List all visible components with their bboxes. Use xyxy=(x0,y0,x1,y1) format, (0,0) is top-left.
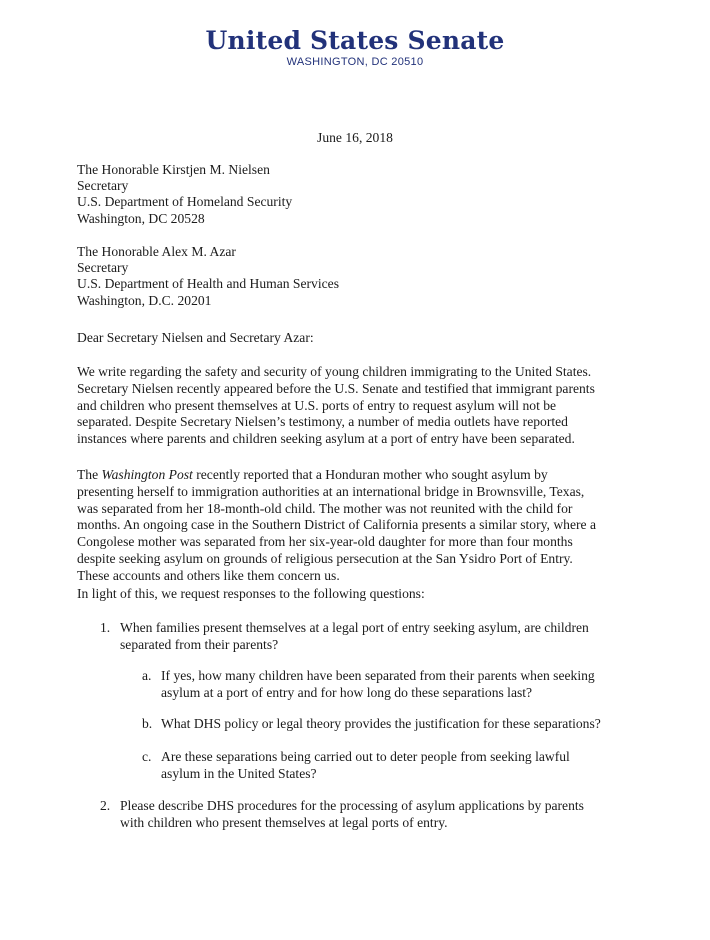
subquestion-letter: c. xyxy=(142,749,152,764)
question-line: asylum in the United States? xyxy=(161,765,317,781)
letterhead xyxy=(0,26,710,68)
paragraph-line xyxy=(77,467,637,484)
recipient-line: U.S. Department of Health and Human Services xyxy=(77,276,339,292)
publication-name: Washington Post xyxy=(101,467,193,482)
question-number: 1. xyxy=(100,620,111,635)
question-2 xyxy=(120,798,584,832)
recipient-line: Secretary xyxy=(77,260,129,276)
question-line: If yes, how many children have been separated from their parents when seeking xyxy=(161,668,595,683)
subquestion-1a xyxy=(161,668,595,702)
paragraph-line: separated. Despite Secretary Nielsen’s testimony, a number of media outlets have reported xyxy=(77,414,568,430)
paragraph-line: We write regarding the safety and security of young children immigrating to the United States. xyxy=(77,364,592,379)
paragraph-1 xyxy=(77,364,637,448)
letter-date: June 16, 2018 xyxy=(317,130,393,145)
question-line: with children who present themselves at legal ports of entry. xyxy=(120,814,448,830)
subquestion-1c xyxy=(161,749,570,783)
recipient-line: Washington, DC 20528 xyxy=(77,210,205,226)
salutation: Dear Secretary Nielsen and Secretary Azar: xyxy=(77,330,314,345)
question-line: Are these separations being carried out to deter people from seeking lawful xyxy=(161,749,570,764)
paragraph-line: Secretary Nielsen recently appeared before the U.S. Senate and testified that immigrant parents xyxy=(77,380,595,396)
paragraph-2 xyxy=(77,467,637,585)
subquestion-letter: a. xyxy=(142,668,152,683)
paragraph-line: instances where parents and children seeking asylum at a port of entry have been separated. xyxy=(77,431,575,447)
recipient-nielsen xyxy=(77,162,292,227)
paragraph-line: These accounts and others like them concern us. xyxy=(77,567,340,583)
paragraph-line: Congolese mother was separated from her six-year-old daughter for more than four months xyxy=(77,534,573,550)
recipient-line: Washington, D.C. 20201 xyxy=(77,292,212,308)
question-line: asylum at a port of entry and for how long do these separations last? xyxy=(161,684,533,700)
question-line: What DHS policy or legal theory provides the justification for these separations? xyxy=(161,716,601,731)
subquestion-1b xyxy=(161,716,601,733)
question-line: When families present themselves at a legal port of entry seeking asylum, are children xyxy=(120,620,589,635)
recipient-line: The Honorable Alex M. Azar xyxy=(77,244,236,259)
subquestion-letter: b. xyxy=(142,716,153,731)
paragraph-text: recently reported that a Honduran mother who sought asylum by xyxy=(192,467,548,482)
question-line: separated from their parents? xyxy=(120,636,279,652)
question-1 xyxy=(120,620,589,654)
paragraph-text: The xyxy=(77,467,102,482)
senate-title: United States Senate xyxy=(205,26,505,55)
recipient-line: U.S. Department of Homeland Security xyxy=(77,194,293,210)
question-number: 2. xyxy=(100,798,111,813)
paragraph-line: was separated from her 18-month-old child. The mother was not reunited with the child for xyxy=(77,500,573,516)
senate-address: WASHINGTON, DC 20510 xyxy=(286,56,424,68)
paragraph-line: months. An ongoing case in the Southern District of California presents a similar story, where a xyxy=(77,517,596,533)
recipient-line: Secretary xyxy=(77,178,129,194)
recipient-azar xyxy=(77,244,339,309)
paragraph-line: presenting herself to immigration authorities at an international bridge in Brownsville, Texas, xyxy=(77,483,585,499)
paragraph-line: despite seeking asylum on grounds of religious persecution at the San Ysidro Port of Entry. xyxy=(77,550,573,566)
question-line: Please describe DHS procedures for the processing of asylum applications by parents xyxy=(120,798,584,813)
recipient-line: The Honorable Kirstjen M. Nielsen xyxy=(77,162,270,177)
questions-intro: In light of this, we request responses to the following questions: xyxy=(77,586,425,601)
paragraph-line: and children who present themselves at U.S. ports of entry to request asylum will not be xyxy=(77,397,557,413)
